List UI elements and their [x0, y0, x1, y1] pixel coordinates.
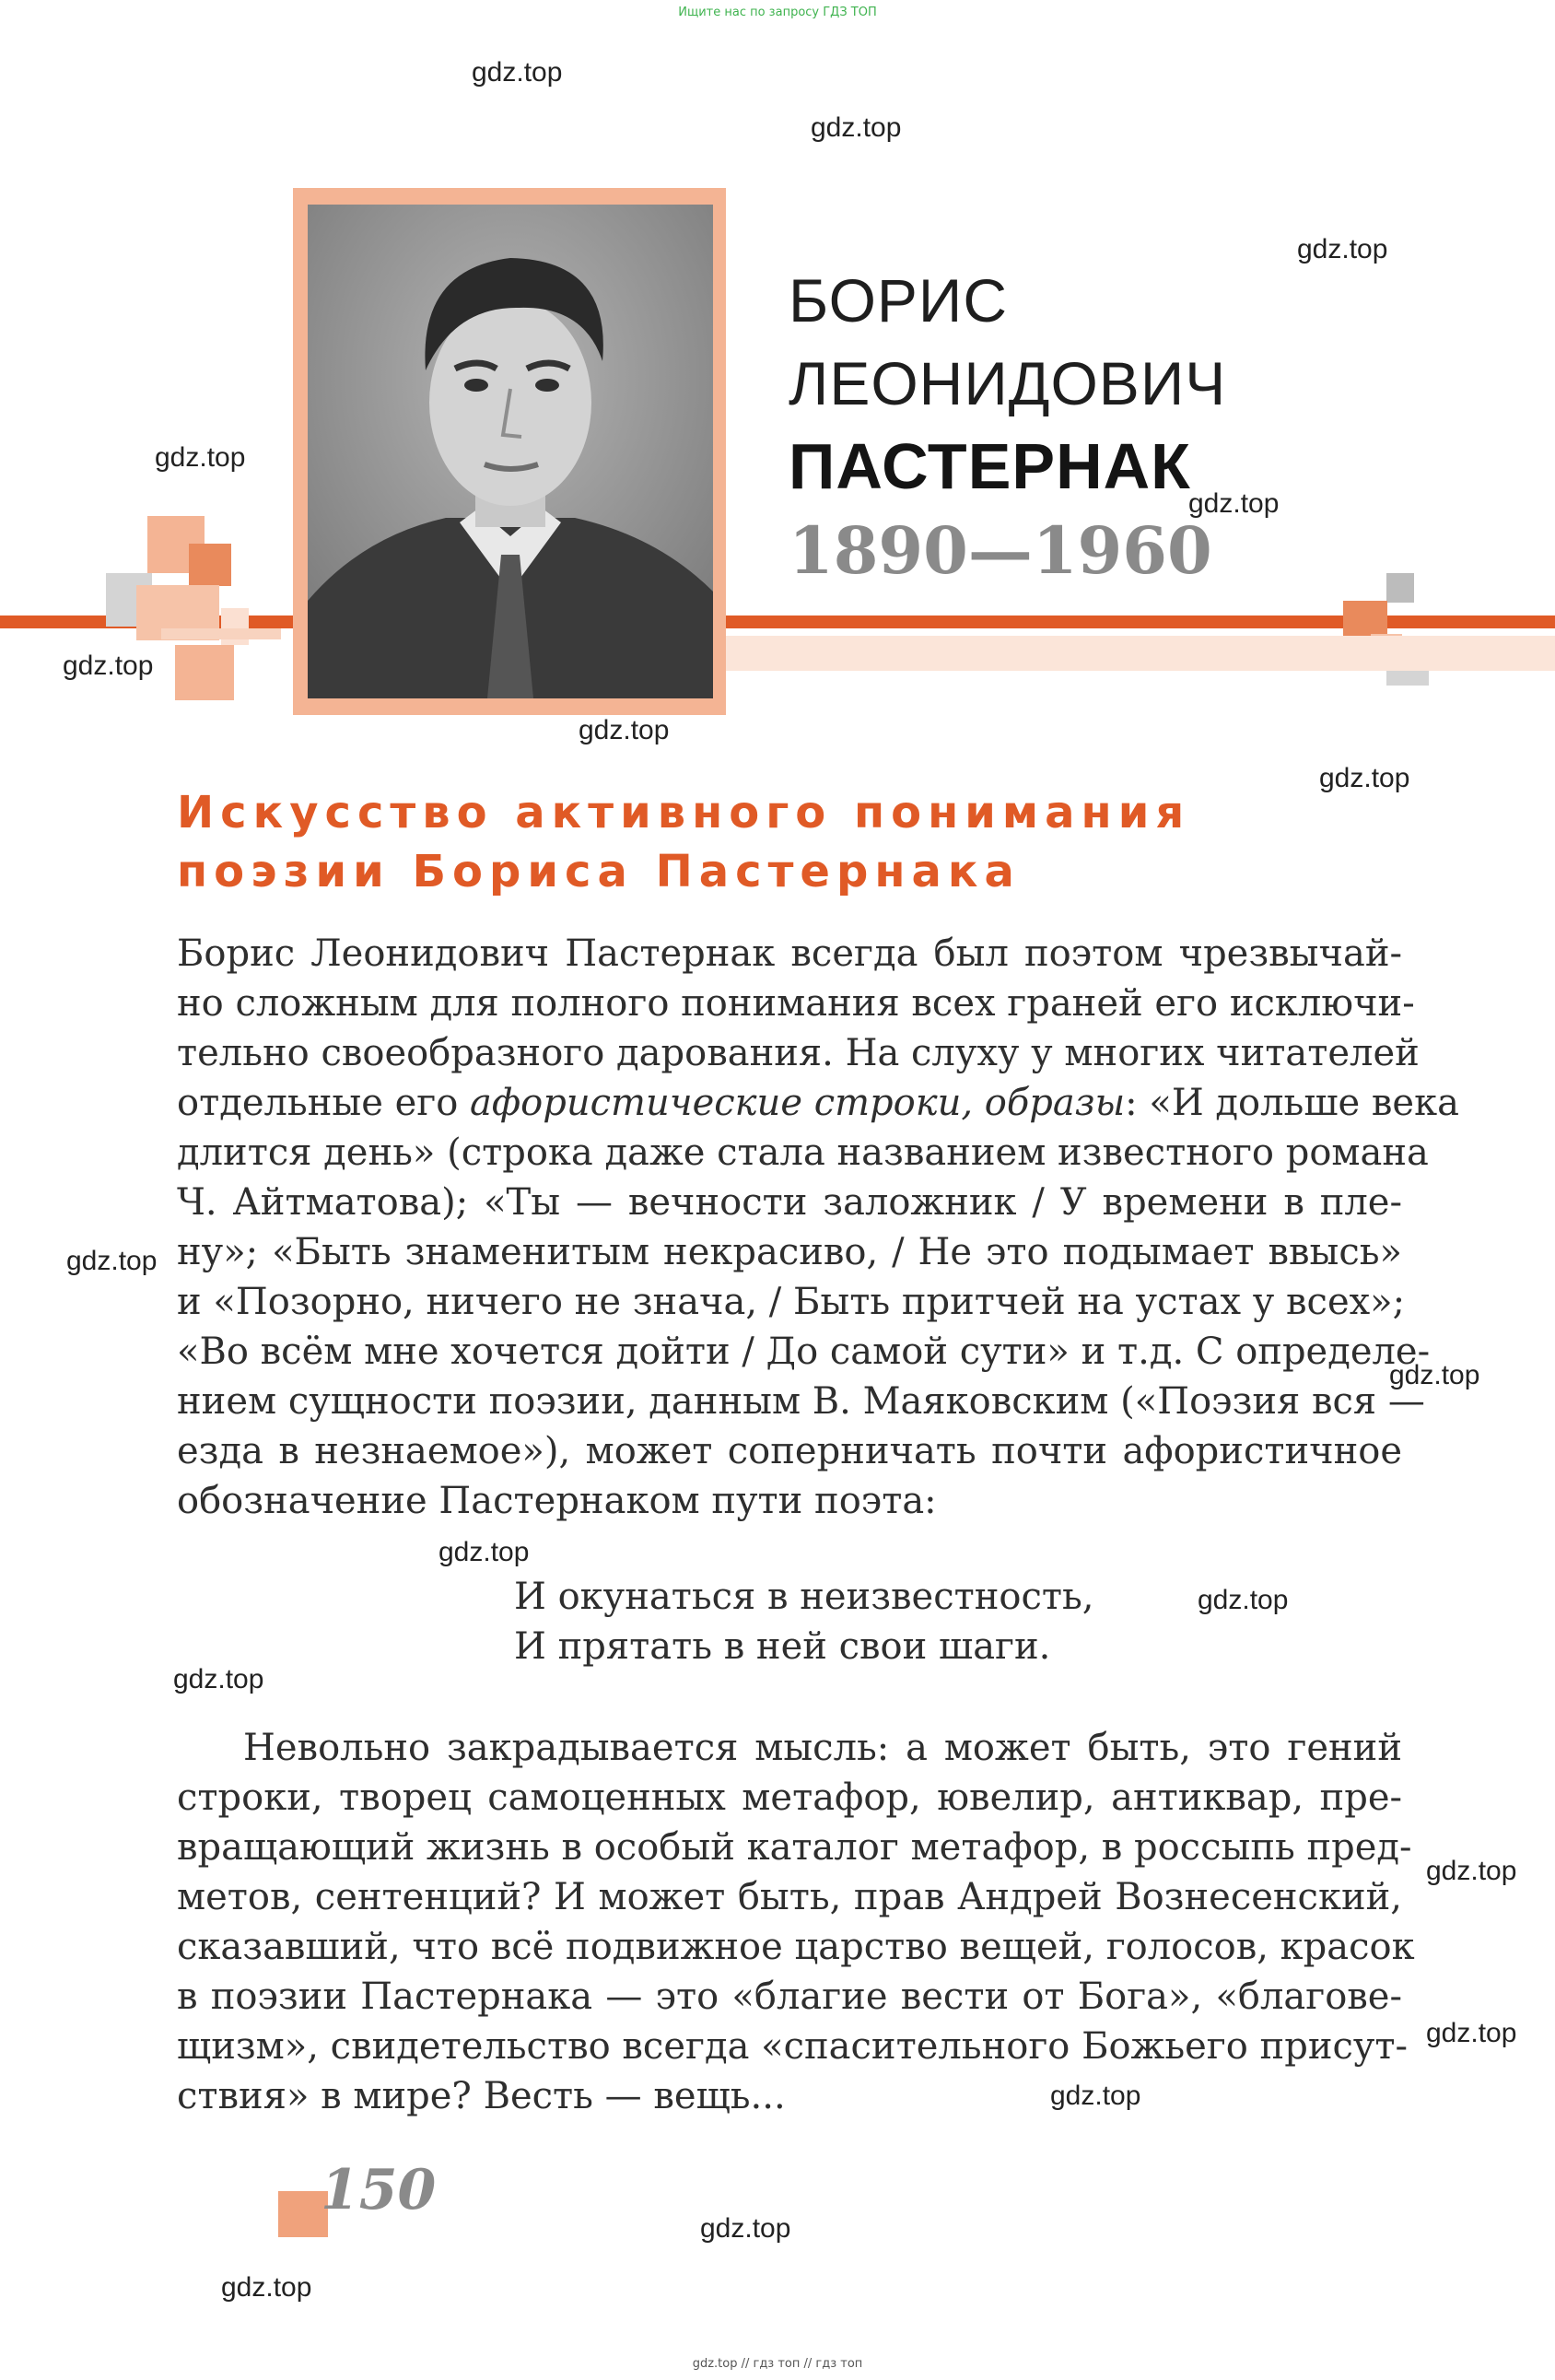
- watermark: gdz.top: [1319, 763, 1410, 793]
- author-last-name: ПАСТЕРНАК: [789, 430, 1191, 502]
- paragraph-line: Ч. Айтматова); «Ты — вечности заложник / У времени в пле-: [177, 1181, 1402, 1224]
- line-text: : «И дольше века: [1125, 1082, 1459, 1124]
- paragraph-2: [177, 1723, 1415, 2121]
- paragraph-line: метов, сентенций? И может быть, прав Андрей Вознесенский,: [177, 1876, 1402, 1918]
- verse-line-1: И окунаться в неизвестность,: [514, 1576, 1094, 1618]
- author-patronymic: ЛЕОНИДОВИЧ: [789, 349, 1227, 417]
- watermark: gdz.top: [579, 715, 670, 745]
- watermark: gdz.top: [1389, 1360, 1480, 1390]
- paragraph-line: в поэзии Пастернака — это «благие вести от Бога», «благове-: [177, 1976, 1402, 2018]
- watermark: gdz.top: [1198, 1585, 1289, 1615]
- section-title-line-2: поэзии Бориса Пастернака: [177, 846, 1021, 897]
- verse-line-2: И прятать в ней свои шаги.: [514, 1625, 1051, 1668]
- section-title: [177, 783, 1282, 901]
- watermark: gdz.top: [1426, 2018, 1517, 2048]
- paragraph-line: вращающий жизнь в особый каталог метафор, в россыпь пред-: [177, 1826, 1412, 1869]
- author-years: 1890—1960: [789, 512, 1212, 589]
- paragraph-line: езда в незнаемое»), может соперничать почти афористичное: [177, 1430, 1402, 1472]
- author-portrait: [308, 205, 713, 698]
- watermark: gdz.top: [1188, 488, 1280, 519]
- paragraph-line: нием сущности поэзии, данным В. Маяковским («Поэзия вся —: [177, 1380, 1425, 1423]
- paragraph-line: ну»; «Быть знаменитым некрасиво, / Не это подымает ввысь»: [177, 1231, 1402, 1273]
- paragraph-line: и «Позорно, ничего не знача, / Быть притчей на устах у всех»;: [177, 1281, 1406, 1323]
- paragraph-line: но сложным для полного понимания всех граней его исключи-: [177, 982, 1415, 1025]
- verse-quote: [514, 1572, 1094, 1671]
- watermark: gdz.top: [155, 442, 246, 473]
- paragraph-line: ствия» в мире? Весть — вещь...: [177, 2075, 786, 2117]
- header-note: Ищите нас по запросу ГДЗ ТОП: [678, 6, 877, 19]
- watermark: gdz.top: [700, 2213, 791, 2244]
- paragraph-line: строки, творец самоценных метафор, ювелир, антиквар, пре-: [177, 1776, 1402, 1819]
- watermark: gdz.top: [811, 112, 902, 143]
- paragraph-line: обозначение Пастернаком пути поэта:: [177, 1480, 937, 1522]
- watermark: gdz.top: [1426, 1856, 1517, 1886]
- watermark: gdz.top: [1297, 234, 1388, 264]
- footer-note: gdz.top // гдз топ // гдз топ: [692, 2357, 863, 2371]
- watermark: gdz.top: [438, 1537, 530, 1567]
- paragraph-line: сказавший, что всё подвижное царство вещей, голосов, красок: [177, 1926, 1415, 1968]
- author-first-name: БОРИС: [789, 266, 1009, 334]
- paragraph-line: «Во всём мне хочется дойти / До самой сути» и т.д. С определе-: [177, 1331, 1431, 1373]
- paragraph-line: Борис Леонидович Пастернак всегда был поэтом чрезвычай-: [177, 932, 1402, 975]
- watermark: gdz.top: [1050, 2081, 1141, 2111]
- section-title-line-1: Искусство активного понимания: [177, 787, 1191, 838]
- italic-phrase: афористические строки, образы: [470, 1082, 1126, 1124]
- watermark: gdz.top: [221, 2272, 312, 2303]
- paragraph-line: Невольно закрадывается мысль: а может быть, это гений: [243, 1727, 1402, 1769]
- page-number: 150: [321, 2158, 437, 2222]
- paragraph-line: длится день» (строка даже стала названием известного романа: [177, 1131, 1429, 1174]
- watermark: gdz.top: [173, 1664, 264, 1694]
- paragraph-line: тельно своеобразного дарования. На слуху у многих читателей: [177, 1032, 1420, 1074]
- watermark: gdz.top: [472, 57, 563, 88]
- watermark: gdz.top: [63, 651, 154, 681]
- paragraph-line: щизм», свидетельство всегда «спасительного Божьего присут-: [177, 2025, 1409, 2068]
- watermark: gdz.top: [66, 1246, 158, 1276]
- line-text: отдельные его: [177, 1082, 471, 1124]
- paragraph-line-mixed: [177, 1078, 1459, 1128]
